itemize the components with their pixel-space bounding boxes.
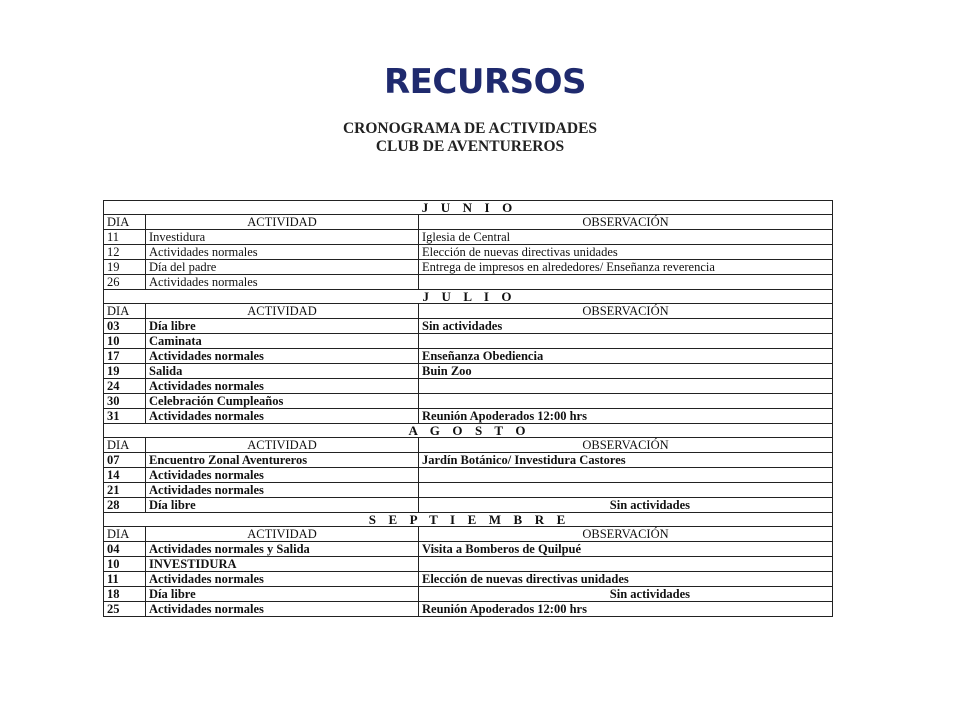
document-title-line1: CRONOGRAMA DE ACTIVIDADES	[342, 120, 598, 137]
month-label: J U L I O	[422, 289, 514, 304]
cell-actividad: Caminata	[146, 334, 419, 349]
cell-dia: 11	[104, 572, 146, 587]
cell-actividad: Encuentro Zonal Aventureros	[146, 453, 419, 468]
cell-actividad: Actividades normales	[146, 483, 419, 498]
cell-observacion: Entrega de impresos en alrededores/ Enseñanza reverencia	[419, 260, 833, 275]
schedule-table-body	[104, 201, 833, 617]
table-row	[104, 498, 833, 513]
table-row	[104, 468, 833, 483]
cell-observacion: Visita a Bomberos de Quilpué	[419, 542, 833, 557]
month-name	[104, 513, 833, 527]
header-observacion: OBSERVACIÓN	[419, 304, 833, 319]
month-label: A G O S T O	[408, 423, 528, 438]
cell-observacion	[419, 557, 833, 572]
cell-actividad: INVESTIDURA	[146, 557, 419, 572]
cell-dia: 31	[104, 409, 146, 424]
header-row	[104, 215, 833, 230]
header-row	[104, 438, 833, 453]
header-actividad: ACTIVIDAD	[146, 304, 419, 319]
cell-actividad: Actividades normales	[146, 349, 419, 364]
month-name	[104, 201, 833, 215]
cell-actividad: Salida	[146, 364, 419, 379]
header-observacion: OBSERVACIÓN	[419, 215, 833, 230]
month-row	[104, 513, 833, 527]
month-label: J U N I O	[421, 200, 515, 215]
cell-actividad: Actividades normales	[146, 275, 419, 290]
cell-observacion: Sin actividades	[419, 319, 833, 334]
page-title: RECURSOS	[383, 62, 587, 102]
cell-actividad: Día libre	[146, 319, 419, 334]
table-row	[104, 319, 833, 334]
cell-observacion: Buin Zoo	[419, 364, 833, 379]
cell-observacion: Reunión Apoderados 12:00 hrs	[419, 602, 833, 617]
header-dia: DIA	[104, 215, 146, 230]
month-label: S E P T I E M B R E	[368, 512, 568, 527]
table-row	[104, 587, 833, 602]
table-row	[104, 275, 833, 290]
header-observacion: OBSERVACIÓN	[419, 527, 833, 542]
cell-observacion	[419, 334, 833, 349]
table-row	[104, 572, 833, 587]
cell-observacion	[419, 483, 833, 498]
cell-observacion: Jardín Botánico/ Investidura Castores	[419, 453, 833, 468]
cell-dia: 30	[104, 394, 146, 409]
cell-actividad: Actividades normales	[146, 572, 419, 587]
cell-observacion: Elección de nuevas directivas unidades	[419, 572, 833, 587]
table-row	[104, 260, 833, 275]
month-row	[104, 424, 833, 438]
header-actividad: ACTIVIDAD	[146, 527, 419, 542]
cell-dia: 10	[104, 557, 146, 572]
cell-dia: 21	[104, 483, 146, 498]
month-row	[104, 290, 833, 304]
cell-observacion: Reunión Apoderados 12:00 hrs	[419, 409, 833, 424]
cell-observacion	[419, 275, 833, 290]
cell-dia: 19	[104, 260, 146, 275]
table-row	[104, 453, 833, 468]
cell-dia: 03	[104, 319, 146, 334]
cell-dia: 28	[104, 498, 146, 513]
cell-actividad: Actividades normales	[146, 379, 419, 394]
document-title-line2: CLUB DE AVENTUREROS	[375, 138, 565, 155]
header-actividad: ACTIVIDAD	[146, 215, 419, 230]
cell-actividad: Día libre	[146, 587, 419, 602]
schedule-table	[103, 200, 833, 617]
table-row	[104, 364, 833, 379]
cell-dia: 07	[104, 453, 146, 468]
cell-actividad: Día libre	[146, 498, 419, 513]
cell-dia: 11	[104, 230, 146, 245]
cell-dia: 10	[104, 334, 146, 349]
cell-observacion	[419, 394, 833, 409]
header-dia: DIA	[104, 304, 146, 319]
cell-observacion: Sin actividades	[419, 498, 833, 513]
table-row	[104, 245, 833, 260]
table-row	[104, 602, 833, 617]
cell-observacion	[419, 379, 833, 394]
cell-dia: 18	[104, 587, 146, 602]
table-row	[104, 349, 833, 364]
cell-observacion: Enseñanza Obediencia	[419, 349, 833, 364]
cell-observacion	[419, 468, 833, 483]
table-row	[104, 394, 833, 409]
month-name	[104, 290, 833, 304]
cell-dia: 17	[104, 349, 146, 364]
cell-dia: 19	[104, 364, 146, 379]
document-title	[300, 120, 640, 156]
table-row	[104, 542, 833, 557]
cell-dia: 25	[104, 602, 146, 617]
cell-observacion: Iglesia de Central	[419, 230, 833, 245]
header-dia: DIA	[104, 438, 146, 453]
cell-dia: 24	[104, 379, 146, 394]
cell-actividad: Actividades normales	[146, 245, 419, 260]
table-row	[104, 483, 833, 498]
month-name	[104, 424, 833, 438]
header-dia: DIA	[104, 527, 146, 542]
cell-dia: 26	[104, 275, 146, 290]
header-row	[104, 304, 833, 319]
cell-observacion: Sin actividades	[419, 587, 833, 602]
table-row	[104, 230, 833, 245]
header-observacion: OBSERVACIÓN	[419, 438, 833, 453]
header-row	[104, 527, 833, 542]
cell-dia: 12	[104, 245, 146, 260]
table-row	[104, 557, 833, 572]
cell-dia: 04	[104, 542, 146, 557]
cell-actividad: Actividades normales	[146, 468, 419, 483]
cell-actividad: Investidura	[146, 230, 419, 245]
cell-dia: 14	[104, 468, 146, 483]
cell-actividad: Actividades normales y Salida	[146, 542, 419, 557]
month-row	[104, 201, 833, 215]
cell-observacion: Elección de nuevas directivas unidades	[419, 245, 833, 260]
cell-actividad: Actividades normales	[146, 409, 419, 424]
header-actividad: ACTIVIDAD	[146, 438, 419, 453]
table-row	[104, 379, 833, 394]
cell-actividad: Celebración Cumpleaños	[146, 394, 419, 409]
table-row	[104, 409, 833, 424]
table-row	[104, 334, 833, 349]
cell-actividad: Actividades normales	[146, 602, 419, 617]
cell-actividad: Día del padre	[146, 260, 419, 275]
